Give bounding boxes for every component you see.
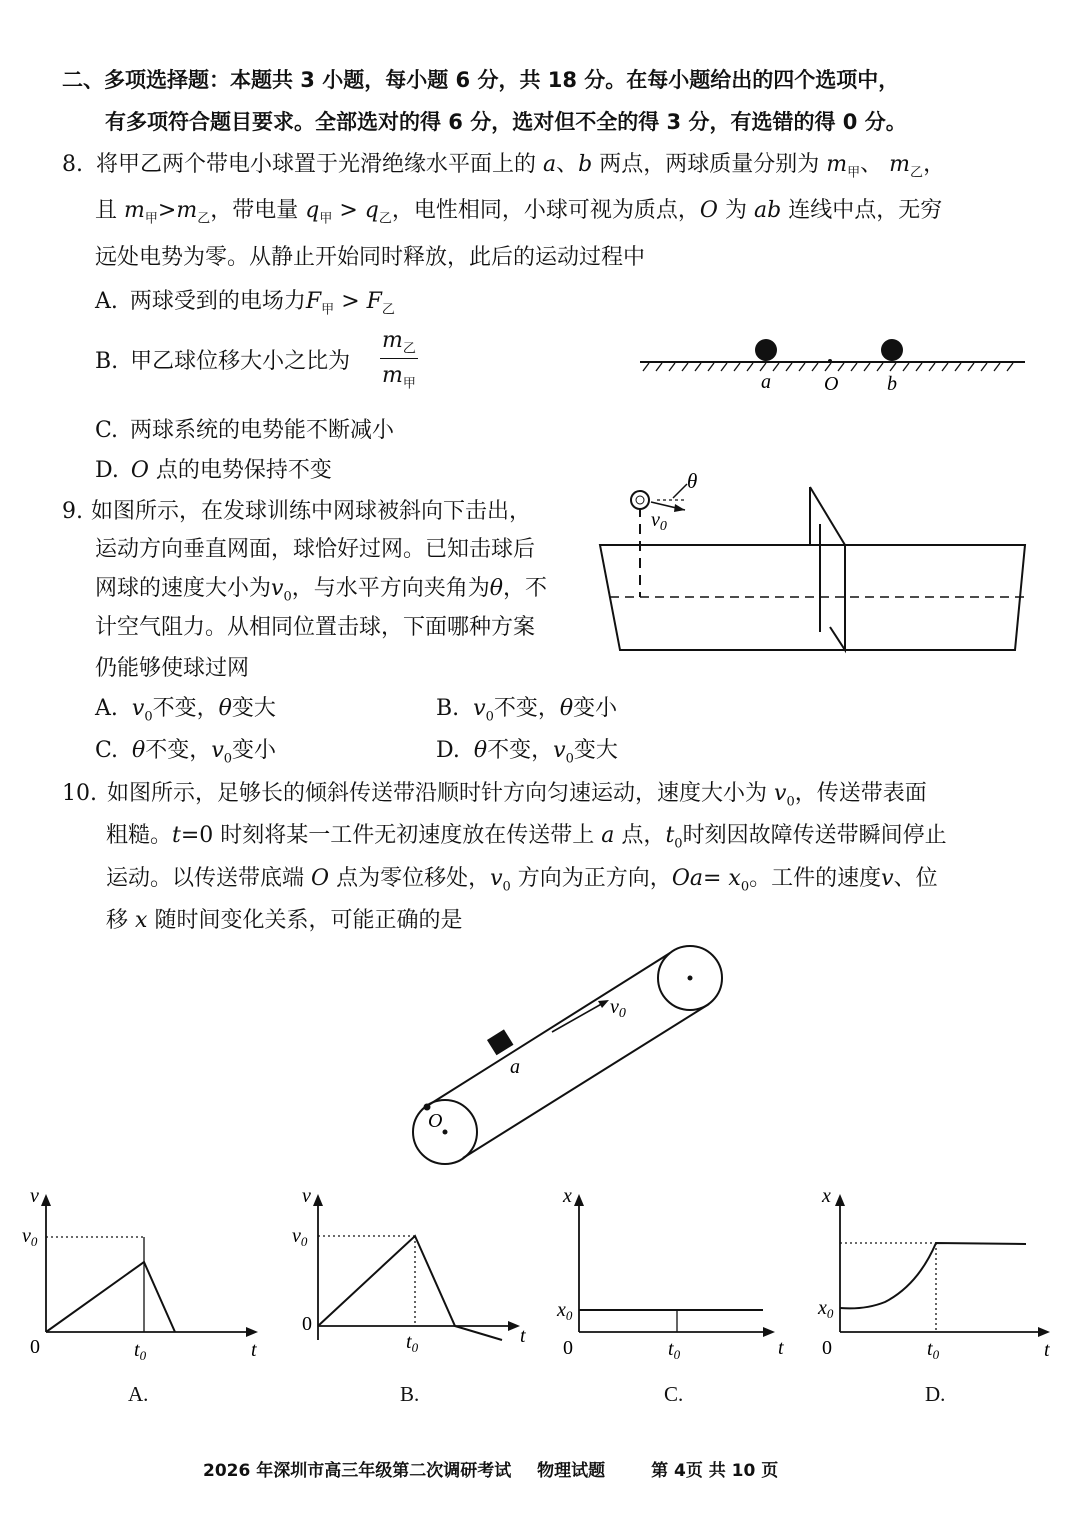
label-o: O <box>428 1110 443 1132</box>
q8-fraction <box>380 330 418 391</box>
x-arrow-icon <box>1038 1327 1050 1337</box>
graph-d-option[interactable]: D. <box>925 1382 946 1406</box>
q8-option-c[interactable]: C. 两球系统的电势能不断减小 <box>95 418 395 443</box>
q10-line4: 移 x 随时间变化关系，可能正确的是 <box>106 908 463 933</box>
origin-label: 0 <box>563 1337 573 1359</box>
q9-option-c[interactable]: C. θ不变，$v_0$变小 <box>95 738 277 767</box>
curve <box>46 1262 175 1332</box>
q8-fraction-numerator: $m_乙$ <box>380 330 418 359</box>
label-v0: $v_0$ <box>651 509 667 534</box>
ylabel: x <box>563 1185 572 1207</box>
ground-hatch <box>643 363 1013 371</box>
ball-yi <box>881 339 903 361</box>
xtick-label: $t_0$ <box>134 1339 147 1363</box>
tennis-ball <box>631 491 649 509</box>
y-arrow-icon <box>835 1194 845 1206</box>
q8-line3: 远处电势为零。从静止开始同时释放，此后的运动过程中 <box>95 245 646 270</box>
label-a: a <box>510 1056 520 1078</box>
ytick-label: $x_0$ <box>557 1299 573 1323</box>
x-arrow-icon <box>246 1327 258 1337</box>
ytick-label: $x_0$ <box>818 1297 834 1321</box>
q10-line1: 10. 如图所示，足够长的倾斜传送带沿顺时针方向匀速运动，速度大小为 $v_0$，传送带表面 <box>62 781 927 810</box>
graph-c-option[interactable]: C. <box>664 1382 684 1406</box>
q9-option-d[interactable]: D. θ不变，$v_0$变大 <box>436 738 618 767</box>
q9-line1: 9. 如图所示，在发球训练中网球被斜向下击出， <box>62 499 532 524</box>
y-arrow-icon <box>313 1194 323 1206</box>
section-heading-line2: 有多项符合题目要求。全部选对的得 6 分，选对但不全的得 3 分，有选错的得 0 分。 <box>105 110 907 134</box>
graph-a-option[interactable]: A. <box>128 1382 149 1406</box>
belt-bottom <box>463 1004 709 1158</box>
ytick-label: $v_0$ <box>22 1225 38 1249</box>
y-arrow-icon <box>574 1194 584 1206</box>
xtick-label: $t_0$ <box>927 1338 940 1362</box>
page-footer <box>203 1456 778 1481</box>
footer-subject: 物理试题 <box>537 1461 606 1481</box>
section-heading-line1: 二、多项选择题：本题共 3 小题，每小题 6 分，共 18 分。在每小题给出的四个选项中， <box>62 68 900 92</box>
q9-line5: 仍能够使球过网 <box>95 656 250 681</box>
footer-page: 第 4页 共 10 页 <box>651 1461 779 1481</box>
label-v0: $v_0$ <box>610 996 626 1021</box>
q10-conveyor-figure <box>400 935 740 1175</box>
ylabel: v <box>30 1185 39 1207</box>
graph-c <box>545 1180 805 1370</box>
ball-jia <box>755 339 777 361</box>
q8-line2: 且 $m_甲>m_乙$，带电量 $q_甲 > q_乙$，电性相同，小球可视为质点，O 为 ab 连线中点，无穷 <box>95 198 943 227</box>
x-arrow-icon <box>763 1327 775 1337</box>
origin-label: 0 <box>30 1336 40 1358</box>
q9-option-b[interactable]: B. $v_0$不变，θ变小 <box>436 696 618 725</box>
curve <box>318 1236 502 1340</box>
graph-d <box>810 1180 1070 1370</box>
q8-figure <box>635 330 1035 400</box>
x-arrow-icon <box>508 1321 520 1331</box>
q10-number: 10. <box>62 781 97 806</box>
label-a: a <box>761 371 771 393</box>
ylabel: v <box>302 1185 311 1207</box>
q8-line1: 8. 将甲乙两个带电小球置于光滑绝缘水平面上的 a、b 两点，两球质量分别为 $m_甲$、 $m_乙$， <box>62 152 946 181</box>
belt-top <box>427 953 670 1106</box>
q10-line3: 运动。以传送带底端 O 点为零位移处，$v_0$ 方向为正方向，$Oa= x_0$。工件的速度v、位 <box>106 866 938 895</box>
net <box>810 487 845 650</box>
q9-line4: 计空气阻力。从相同位置击球，下面哪种方案 <box>95 615 536 640</box>
y-arrow-icon <box>41 1194 51 1206</box>
q8-fraction-denominator: $m_甲$ <box>382 363 416 392</box>
angle-leader <box>673 484 687 498</box>
q9-option-a[interactable]: A. $v_0$不变，θ变大 <box>95 696 276 725</box>
q8-option-d[interactable]: D. O 点的电势保持不变 <box>95 458 332 483</box>
workpiece <box>487 1029 513 1055</box>
arrowhead-icon <box>674 504 685 512</box>
graph-a <box>10 1180 270 1370</box>
q9-line3: 网球的速度大小为$v_0$，与水平方向夹角为θ，不 <box>95 576 548 605</box>
q10-line2: 粗糙。t=0 时刻将某一工件无初速度放在传送带上 a 点，$t_0$时刻因故障传送带瞬间停止 <box>106 823 947 852</box>
origin-label: 0 <box>302 1313 312 1335</box>
xlabel: t <box>251 1339 257 1361</box>
ylabel: x <box>822 1185 831 1207</box>
xlabel: t <box>778 1337 784 1359</box>
graph-b-option[interactable]: B. <box>400 1382 420 1406</box>
graph-b <box>280 1180 540 1370</box>
q8-option-a[interactable]: A. 两球受到的电场力$F_甲 > F_乙$ <box>95 289 395 318</box>
xlabel: t <box>520 1325 526 1347</box>
xtick-label: $t_0$ <box>668 1338 681 1362</box>
label-o: O <box>824 373 839 395</box>
q9-number: 9. <box>62 499 83 524</box>
q8-number: 8. <box>62 152 83 177</box>
arrowhead-icon <box>598 1000 609 1008</box>
origin-label: 0 <box>822 1337 832 1359</box>
xtick-label: $t_0$ <box>406 1331 419 1355</box>
footer-exam: 2026 年深圳市高三年级第二次调研考试 <box>203 1461 512 1481</box>
q9-line2: 运动方向垂直网面，球恰好过网。已知击球后 <box>95 537 536 562</box>
q9-figure <box>595 462 1035 662</box>
midpoint-o <box>828 359 832 363</box>
label-b: b <box>887 373 897 395</box>
xlabel: t <box>1044 1339 1050 1361</box>
q8-option-b[interactable]: B. 甲乙球位移大小之比为 <box>95 349 351 374</box>
velocity-arrow <box>552 1002 605 1032</box>
label-theta: θ <box>687 469 698 493</box>
ytick-label: $v_0$ <box>292 1225 308 1249</box>
curve <box>840 1243 1026 1308</box>
